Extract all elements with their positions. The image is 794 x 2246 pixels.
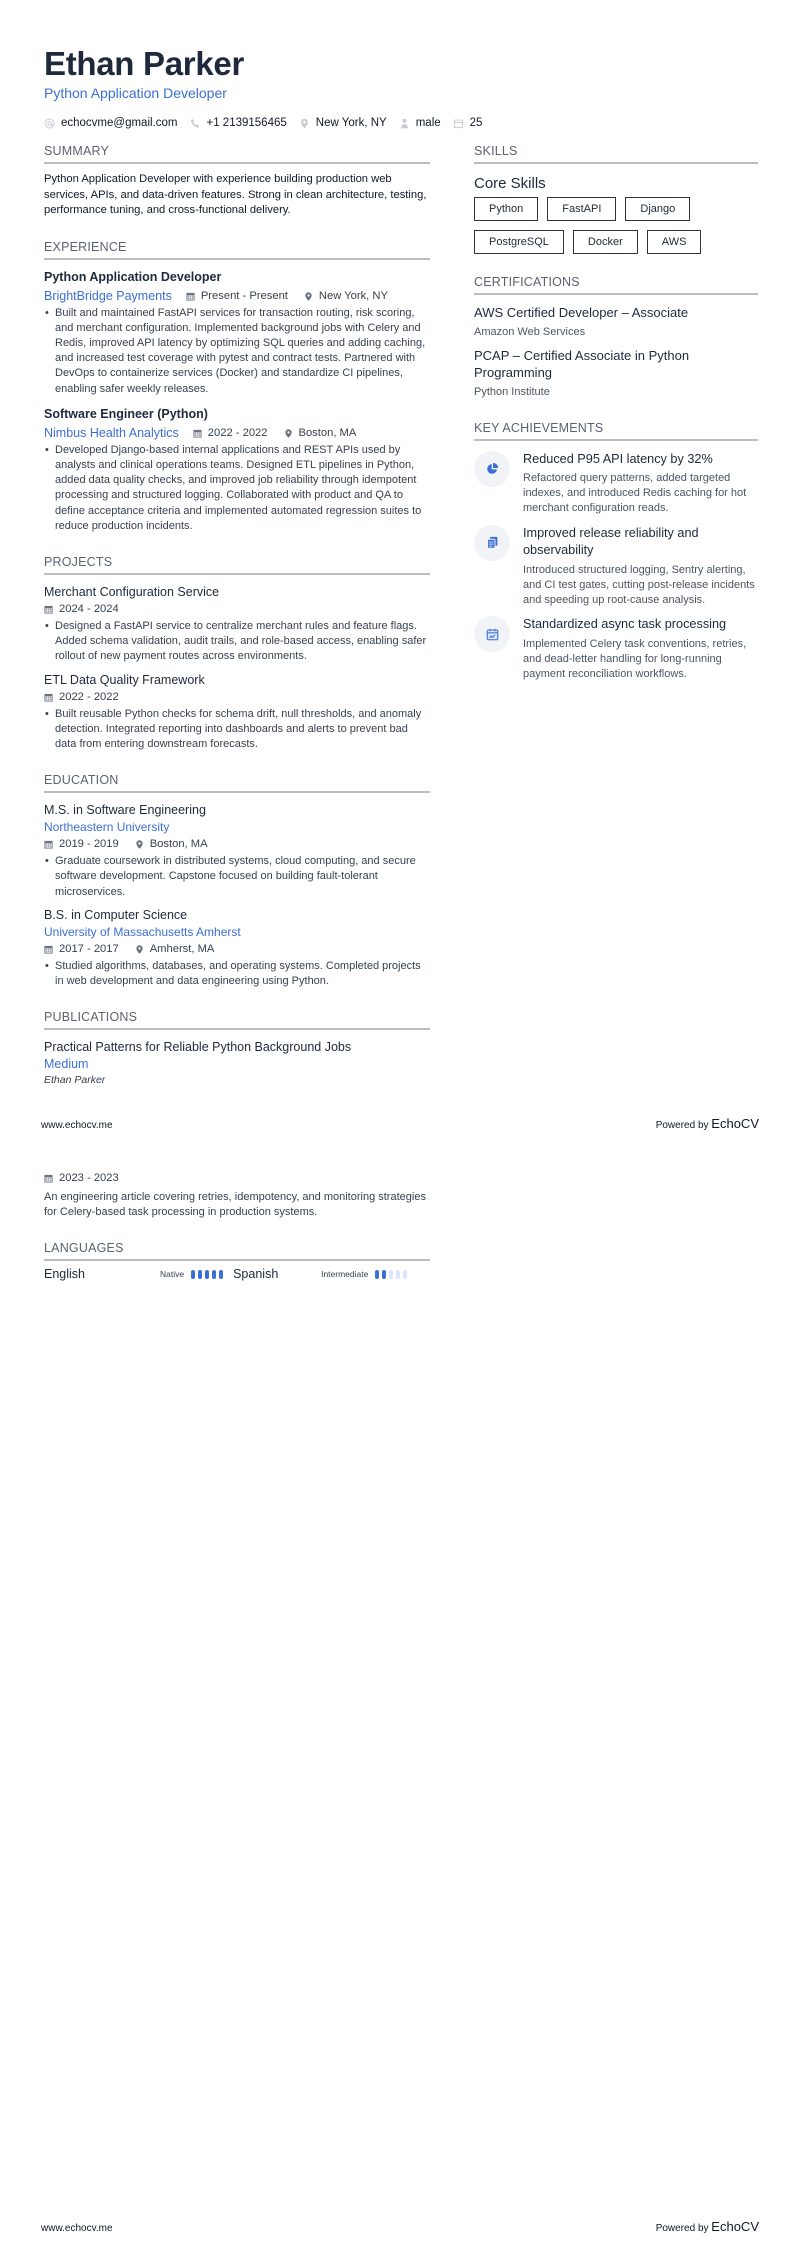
education-entry — [44, 802, 430, 900]
website-link[interactable]: www.echocv.me — [41, 1120, 113, 1131]
location-text: New York, NY — [315, 117, 387, 129]
job-description: • Developed Django-based internal applications and REST APIs used by analysts and clinical operations teams. Designed ETL pipelines in Python, added data quality checks, and improved job reliability through idempotent processing and structured logging. Collaborated with product and QA to define acceptance criteria and implemented automated regression suites to reduce production incidents. — [45, 443, 422, 532]
certifications-heading: CERTIFICATIONS — [474, 274, 758, 295]
calendar-icon — [44, 840, 53, 849]
skill-chip: PostgreSQL — [474, 230, 564, 254]
experience-heading: EXPERIENCE — [44, 239, 430, 260]
phone-text: +1 2139156465 — [206, 117, 287, 129]
skill-chip: Python — [474, 197, 538, 221]
achievement-item — [474, 451, 758, 517]
age-text: 25 — [469, 117, 483, 129]
skill-chip: AWS — [647, 230, 702, 254]
languages-heading: LANGUAGES — [44, 1240, 430, 1261]
project-name: ETL Data Quality Framework — [44, 672, 205, 687]
language-list — [44, 1267, 430, 1281]
map-pin-icon — [299, 118, 310, 129]
map-pin-icon — [135, 945, 144, 954]
achievement-item — [474, 616, 758, 682]
left-column — [44, 143, 430, 1088]
education-dates: 2017 - 2017 — [44, 941, 119, 958]
summary-section — [44, 143, 430, 219]
education-dates: 2019 - 2019 — [44, 836, 119, 853]
publication-title: Practical Patterns for Reliable Python Background Jobs — [44, 1040, 352, 1055]
calendar-icon — [44, 1174, 53, 1183]
education-location: Amherst, MA — [135, 941, 215, 958]
skills-heading: SKILLS — [474, 143, 758, 164]
summary-heading: SUMMARY — [44, 143, 430, 164]
contact-bar — [44, 117, 494, 129]
phone-icon — [190, 118, 201, 129]
resume-page-2 — [0, 1123, 794, 2246]
achievement-description: Refactored query patterns, added targeted indexes, and introduced Redis caching for hot merchant configuration reads. — [523, 472, 747, 515]
achievement-title: Reduced P95 API latency by 32% — [523, 451, 713, 466]
brand-name: EchoCV — [711, 2219, 759, 2234]
calendar-icon — [44, 693, 53, 702]
language-level: Intermediate — [321, 1269, 369, 1280]
job-location: New York, NY — [304, 288, 388, 305]
publication-entry-continued — [44, 1170, 430, 1220]
right-column — [474, 143, 758, 682]
powered-by: Powered by EchoCV — [655, 1116, 759, 1131]
education-meta — [44, 836, 430, 853]
experience-section — [44, 239, 430, 534]
achievement-title: Standardized async task processing — [523, 617, 727, 632]
language-name: English — [44, 1267, 85, 1282]
certification-name: AWS Certified Developer – Associate — [474, 305, 689, 320]
page-footer — [41, 2219, 759, 2234]
project-description: • Designed a FastAPI service to centralize merchant rules and feature flags. Added schema validation, audit trails, and role-based access, enabling safer rollout of new payment routes across environments. — [45, 619, 427, 663]
school-name: University of Massachusetts Amherst — [44, 924, 241, 939]
publication-entry — [44, 1039, 430, 1088]
education-section — [44, 772, 430, 989]
powered-by: Powered by EchoCV — [655, 2219, 759, 2234]
language-proficiency-bars — [191, 1270, 223, 1279]
publications-section — [44, 1009, 430, 1088]
candidate-name: Ethan Parker — [44, 45, 244, 82]
publication-author: Ethan Parker — [44, 1074, 106, 1087]
degree-name: B.S. in Computer Science — [44, 907, 188, 922]
achievement-item — [474, 525, 758, 609]
person-icon — [399, 118, 410, 129]
degree-name: M.S. in Software Engineering — [44, 803, 206, 818]
skill-chips — [474, 197, 758, 254]
certification-entry — [474, 347, 758, 400]
contact-age — [453, 117, 483, 129]
project-name: Merchant Configuration Service — [44, 584, 220, 599]
language-proficiency-bars — [375, 1270, 407, 1279]
skill-chip: FastAPI — [547, 197, 616, 221]
projects-heading: PROJECTS — [44, 554, 430, 575]
project-dates: 2024 - 2024 — [44, 601, 430, 618]
calendar-chart-icon — [474, 616, 510, 652]
resume-header — [44, 44, 494, 129]
contact-phone[interactable] — [190, 117, 287, 129]
summary-text: Python Application Developer with experience building production web services, APIs, and data-driven features. Strong in clean architecture, testing, performance tuning, and cross-functional delivery. — [44, 173, 427, 216]
skills-section — [474, 143, 758, 254]
project-description: • Built reusable Python checks for schema drift, null thresholds, and anomaly detection. Integrated reporting into dashboards and alerts to prevent bad data from entering downstream forecasts. — [45, 707, 422, 750]
achievement-description: Introduced structured logging, Sentry alerting, and CI test gates, cutting post-release incidents and speeding up root-cause analysis. — [523, 563, 755, 607]
education-heading: EDUCATION — [44, 772, 430, 793]
experience-entry — [44, 269, 430, 397]
project-dates: 2022 - 2022 — [44, 689, 430, 706]
map-pin-icon — [284, 429, 293, 438]
email-text: echocvme@gmail.com — [61, 117, 178, 129]
education-entry — [44, 907, 430, 989]
education-description: • Studied algorithms, databases, and operating systems. Completed projects in web development and data engineering using Python. — [45, 959, 421, 987]
achievements-section — [474, 420, 758, 683]
achievement-title: Improved release reliability and observability — [523, 525, 699, 558]
publication-dates: 2023 - 2023 — [44, 1170, 430, 1187]
job-title: Software Engineer (Python) — [44, 406, 208, 421]
brand-name: EchoCV — [711, 1116, 759, 1131]
certification-issuer: Amazon Web Services — [474, 325, 586, 338]
publications-heading: PUBLICATIONS — [44, 1009, 430, 1030]
calendar-icon — [186, 292, 195, 301]
contact-email[interactable] — [44, 117, 178, 129]
gender-text: male — [415, 117, 441, 129]
publication-description: An engineering article covering retries, idempotency, and monitoring strategies for Celery-based task processing in production systems. — [44, 1191, 426, 1219]
language-level: Native — [160, 1269, 185, 1280]
education-description: • Graduate coursework in distributed systems, cloud computing, and secure software development. Capstone focused on building fault-tolerant microservices. — [45, 855, 416, 898]
job-meta — [44, 288, 430, 305]
job-description: • Built and maintained FastAPI services for transaction routing, risk scoring, and merchant configuration. Implemented background jobs with Celery and Redis, improved API latency by optimizing SQL queries and adding caching, and increased test coverage with pytest and contract tests. Partnered with DevOps to containerize services (Docker) and standardize CI pipelines, enabling safer weekly releases. — [45, 306, 426, 395]
skills-group-title: Core Skills — [474, 175, 546, 192]
skill-chip: Docker — [573, 230, 638, 254]
education-meta — [44, 941, 430, 958]
job-dates: 2022 - 2022 — [193, 425, 268, 442]
skill-chip: Django — [625, 197, 690, 221]
project-entry — [44, 584, 430, 665]
contact-location — [299, 117, 387, 129]
calendar-icon — [44, 605, 53, 614]
contact-gender — [399, 117, 441, 129]
certification-issuer: Python Institute — [474, 385, 550, 398]
calendar-icon — [453, 118, 464, 129]
job-title: Python Application Developer — [44, 269, 222, 284]
job-location: Boston, MA — [284, 425, 357, 442]
calendar-icon — [44, 945, 53, 954]
languages-section — [44, 1240, 430, 1281]
company-name: BrightBridge Payments — [44, 288, 172, 303]
pie-chart-icon — [474, 451, 510, 487]
left-column-continued — [44, 1170, 430, 1281]
candidate-title: Python Application Developer — [44, 85, 227, 101]
calendar-icon — [193, 429, 202, 438]
website-link[interactable]: www.echocv.me — [41, 2223, 113, 2234]
projects-section — [44, 554, 430, 752]
project-entry — [44, 672, 430, 753]
at-sign-icon — [44, 118, 55, 129]
language-name: Spanish — [233, 1267, 279, 1282]
job-meta — [44, 425, 430, 442]
publication-venue[interactable]: Medium — [44, 1057, 89, 1072]
certification-entry — [474, 304, 758, 340]
certification-name: PCAP – Certified Associate in Python Programming — [474, 347, 690, 380]
education-location: Boston, MA — [135, 836, 208, 853]
company-name: Nimbus Health Analytics — [44, 425, 179, 440]
map-pin-icon — [135, 840, 144, 849]
clipboard-icon — [474, 525, 510, 561]
school-name: Northeastern University — [44, 820, 170, 835]
job-dates: Present - Present — [186, 288, 288, 305]
experience-entry — [44, 406, 430, 534]
map-pin-icon — [304, 292, 313, 301]
achievements-heading: KEY ACHIEVEMENTS — [474, 420, 758, 441]
achievement-description: Implemented Celery task conventions, retries, and dead-letter handling for long-running payment reconciliation workflows. — [523, 637, 747, 681]
certifications-section — [474, 274, 758, 400]
